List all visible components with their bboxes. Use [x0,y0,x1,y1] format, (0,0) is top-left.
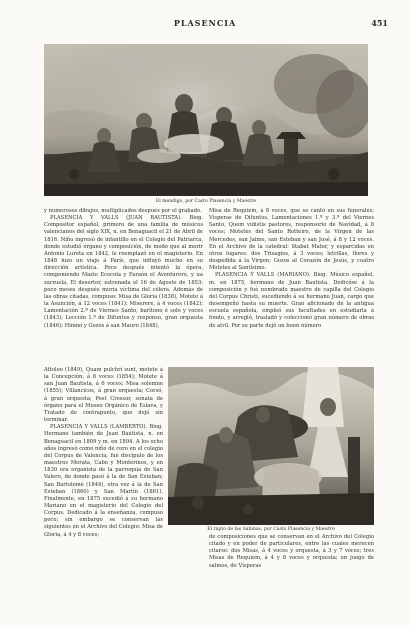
paragraph: Attoloo (1849), Quam pulchri sunt, motete á la Concepción, á 8 voces (1854); Motete á san Juan Bautista, á 6 voces; Misa solemne (1855); Villancicos, á gran orquesta; Corsó, á gran orquesta; Post Cressor, sonata de órgano para el Museo Orgánico de Eslava, y Tratado de contrapunto, que dejó sin terminar. [44,367,163,424]
page-number: 451 [371,18,388,28]
page-header [22,18,388,30]
running-title: PLASENCIA [173,18,237,28]
engraving-el-mendigo [44,44,368,196]
paragraph: Misa de Requiem, á 8 voces, que se cantó en sus funerales; Vísperas de Difuntos, Lamentaciones 1.ª y 3.ª del Viernes Santo, Quem vidistis pastores, responsorio de Navidad, á 8 voces; Motetes del Santo Rotteiro, de la Virgen de las Mercedes, san Jaime, san Esteban y san José, á 8 y 12 voces. En el Archivo de la catedral: Stabat Mater, y esparcidas en otros lugares: dos Trisagios, á 3 voces; letrillas, flores y despedida á la Virgen; Gozos al Corazón de Jesús, y cuatro Motetes al Santísimo. [209,208,374,272]
text-column-left-bottom [44,367,163,622]
figure-caption-mid: El rapto de las Sabinas, por Casto Plasencia y Maestre [207,527,335,532]
engraving-illustration [168,367,374,525]
text-column-right-bottom [209,534,374,624]
engraving-illustration [44,44,368,196]
engraving-rapto-sabinas [168,367,374,525]
paragraph: de composiciones que se conservan en el Archivo del Colegio citado y en poder de particulares, entre las cuales merecen citarse: dos Misas, á 4 voces y orquesta, á 3 y 7 voces; tres Misas de Requiem, á 4 y 8 voces y orquesta; un juego de salmos, de Vísperas [209,534,374,569]
paragraph-entry-mariano: PLASENCIA Y VALLS (MARIANO). Biog. Músico español, m. en 1875, hermano de Juan Bautista. Dedicóse á la composición y fué nombrado maestro de capilla del Colegio del Corpus Christi, sucediendo á su hermano Juan, cargo que desempeñó hasta su muerte. Gran aficionado de la antigua escuela española, empleó sus facultades en estudiarla á fondo, y arregló, trasladó y coleccionó gran número de obras de atril. Por su parte dejó un buen número [209,272,374,329]
text-column-left-top [44,208,203,366]
paragraph-entry-lamberto: PLASENCIA Y VALLS (LAMBERTO). Biog. Hermano también de Juan Bautista, n. en Benaguacil en 1809 y m. en 1894. A los ocho años ingresó como niño de coro en el colegio del Corpus de Valencia; fué discípulo de los maestros Morata, Cabo y Monterinos, y en 1830 era organista de la parroquia de San Valero, de donde pasó á la de San Esteban; San Bartolomé (1844), otra vez á la de San Esteban (1860) y San Martín (1861). Finalmente, en 1875 sucedió á su hermano Mariano en el magisterio del Colegio del Corpus. Dedicado á la enseñanza, compuso poco; sin embargo se conservan las siguientes en el Archivo del Colegio: Misa de Gloria, á 4 y 8 voces; [44,424,163,538]
paragraph: y numerosos dibujos, multiplicados después por el grabado. [44,208,202,214]
figure-caption-top: El mendigo, por Casto Plasencia y Maestre [155,199,257,204]
text-column-right-top [209,208,374,366]
paragraph-entry-juan-bautista: PLASENCIA Y VALLS (JUAN BAUTISTA). Biog. Compositor español, primero de una familia de músicos valencianos del siglo XIX, n. en Benaguacil el 21 de Abril de 1816. Niño ingresó de infantillo en el Colegio del Patriarca, donde estudió órgano y composición, de modo que al morir Antonio Lureta en 1842, le reemplazó en el magisterio. En 1848 hizo un viaje á París, que influyó mucho en su dirección artística. Poco después intentó la ópera, componiendo Mazio Ecocola y Faraón el Aventurero, y ua zarzuela, El desertor, estrenada el 16 de Agosto de 1853; poco meses después moria víctima del cólera. Además de las obras citadas, compuso: Misa de Gloria (1838), Motete á la Asunción, á 12 voces (1841); Miserere, á 4 voces (1842); Lamentación 2.ª de Viernes Santo, barítono é solo y voces (1843); Lección 1.ª de Difuntos y responso, gran orquesta (1846); Himno y Gozos á san Mauro (1848), [44,215,203,329]
